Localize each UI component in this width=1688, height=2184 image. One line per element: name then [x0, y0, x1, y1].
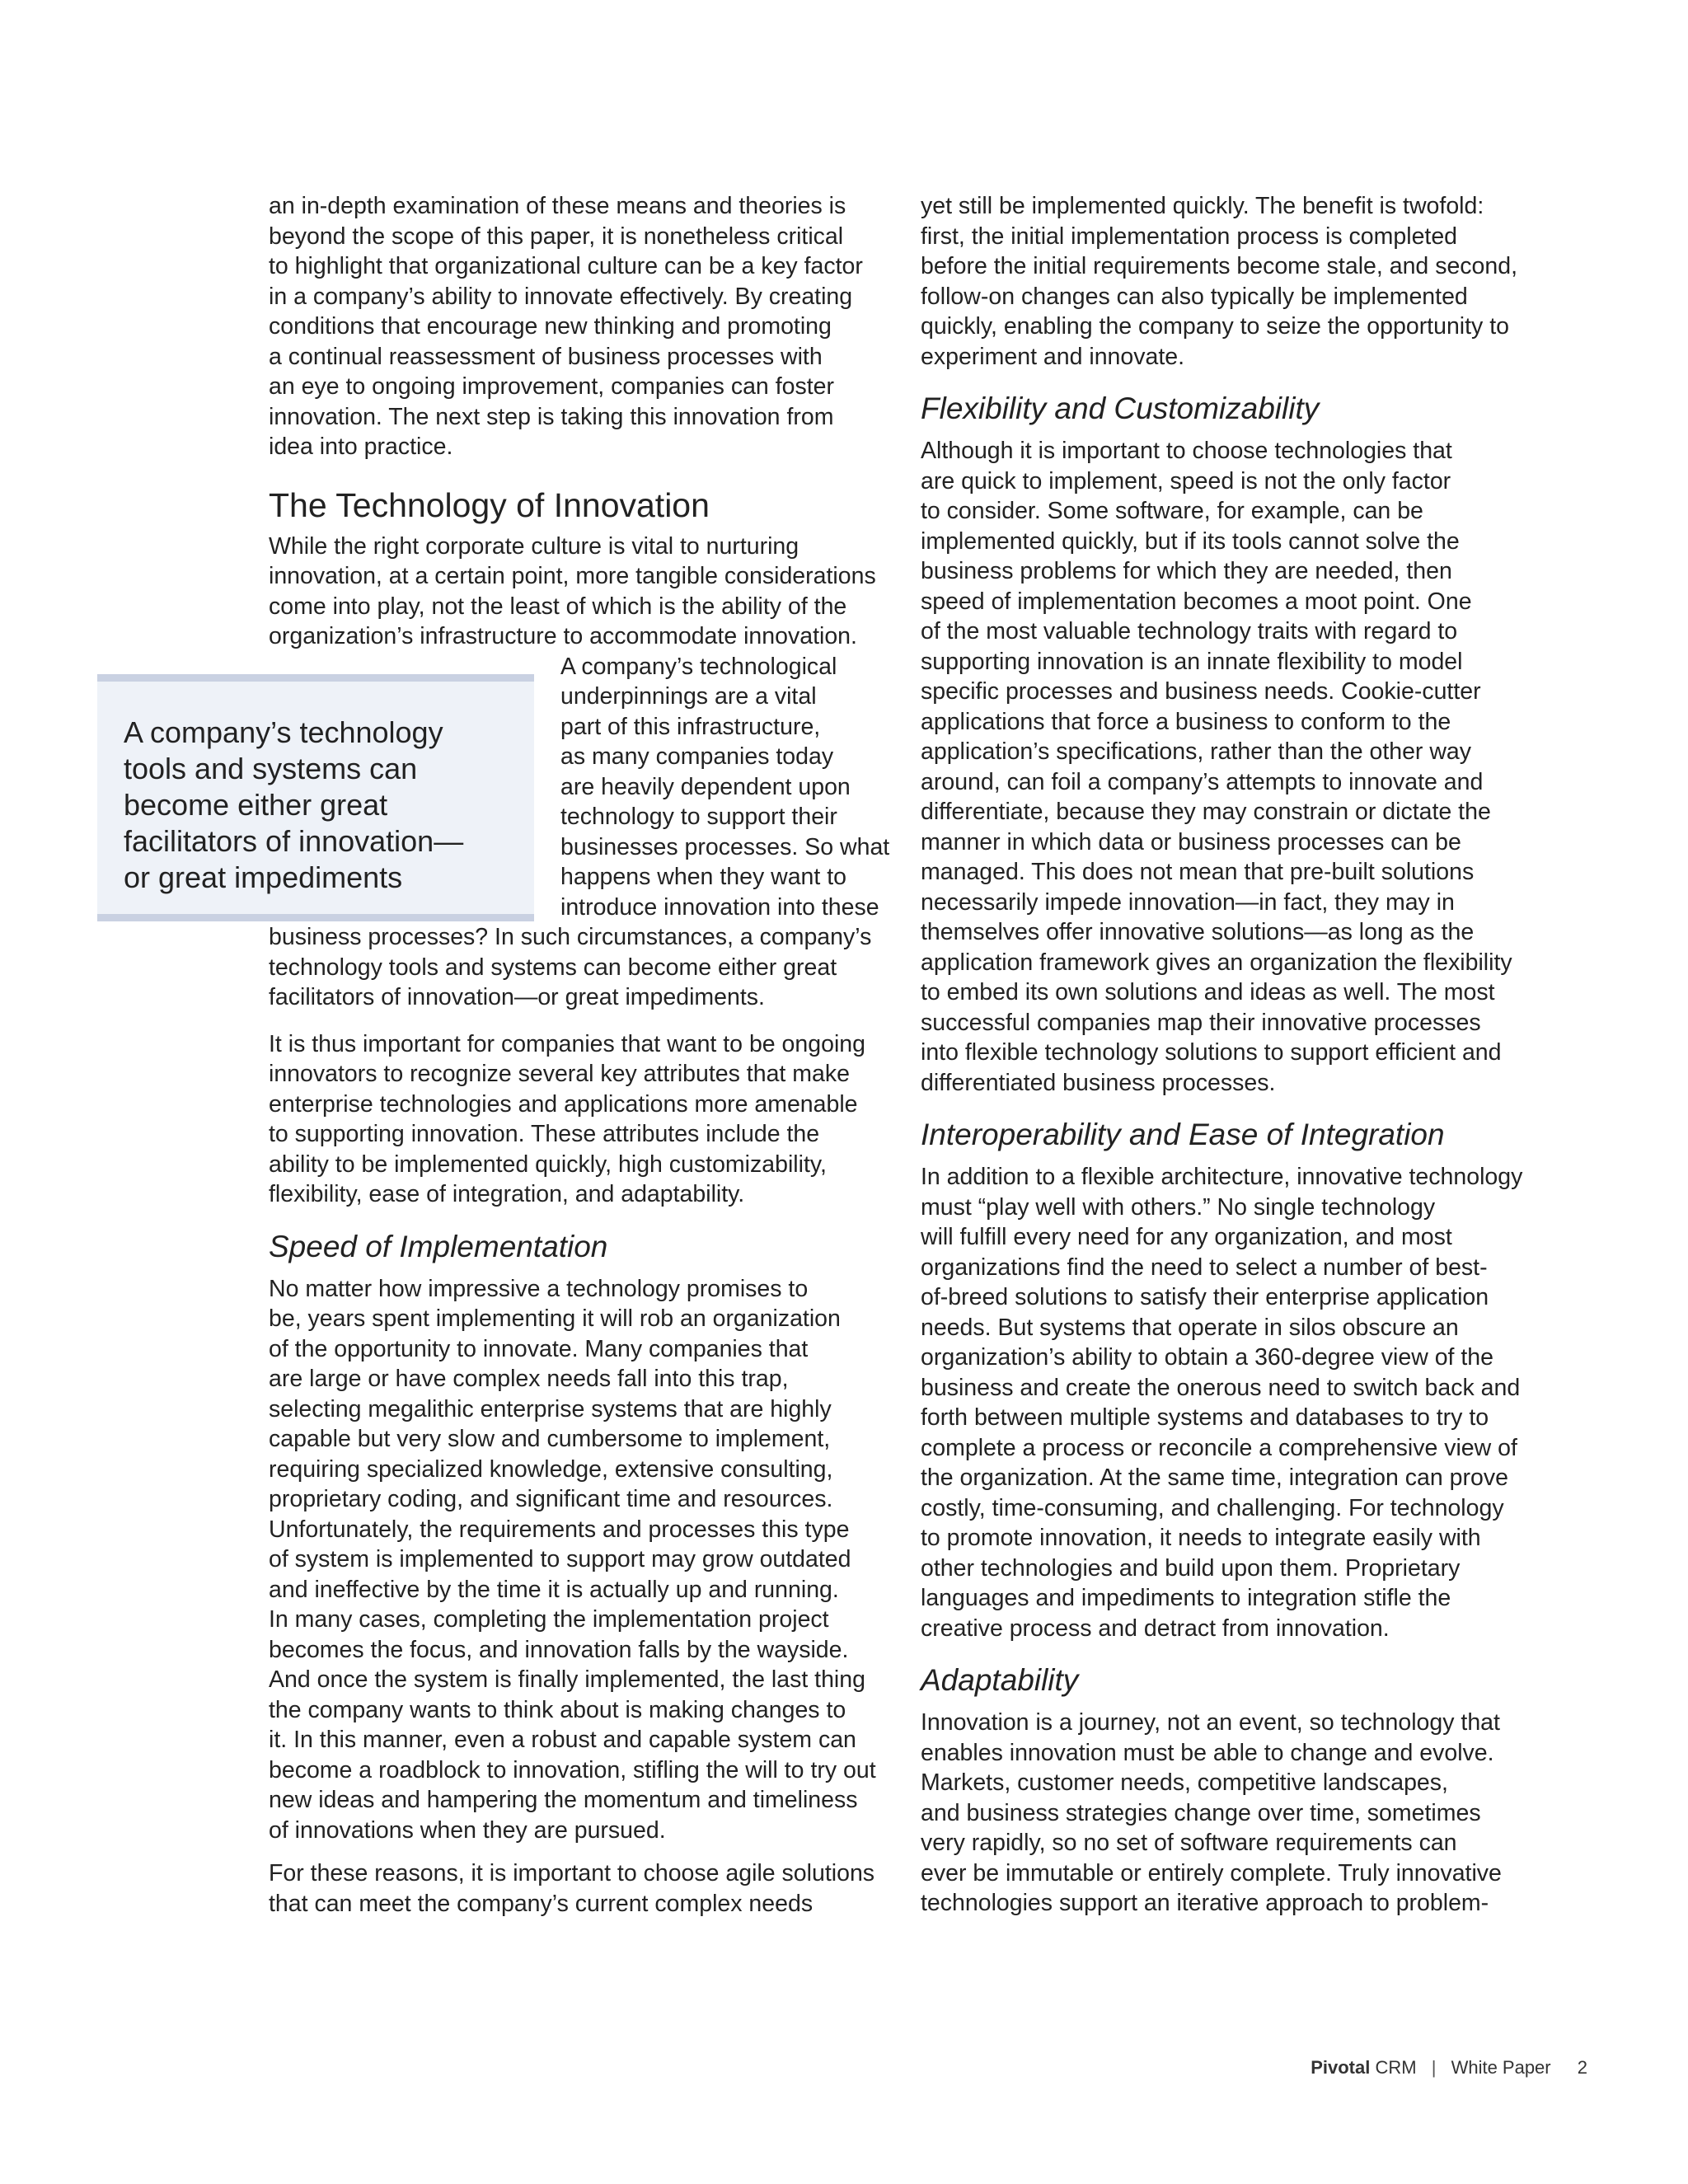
left-column	[269, 191, 895, 1919]
page-footer	[1311, 2057, 1587, 2079]
right-column	[921, 191, 1547, 1919]
subheading-interoperability: Interoperability and Ease of Integration	[921, 1118, 1445, 1151]
flexibility-paragraph: Although it is important to choose technologies that are quick to implement, speed is not the only factor to consider. Some software, for example, can be implemented quickly, but if its tools cannot solve the business problems for which they are needed, then speed of implementation becomes a moot point. One of the most valuable technology traits with regard to supporting innovation is an innate flexibility to model specific processes and business needs. Cookie-cutter applications that force a business to conform to the application’s specifications, rather than the other way around, can foil a company’s attempts to innovate and differentiate, because they may constrain or dictate the manner in which data or business processes can be managed. This does not mean that pre-built solutions necessarily impede innovation—in fact, they may in themselves offer innovative solutions—as long as the application framework gives an organization the flexibility to embed its own solutions and ideas as well. The most successful companies map their innovative processes into flexible technology solutions to support efficient and differentiated business processes.	[921, 438, 1512, 1096]
footer-product: CRM	[1375, 2057, 1417, 2078]
agile-paragraph: For these reasons, it is important to choose agile solutions that can meet the company’s current complex needs	[269, 1860, 875, 1917]
subheading-speed-of-implementation: Speed of Implementation	[269, 1229, 608, 1263]
section-heading-technology-of-innovation: The Technology of Innovation	[269, 485, 710, 524]
page-number: 2	[1577, 2057, 1587, 2078]
subheading-flexibility-and-customizability: Flexibility and Customizability	[921, 391, 1320, 425]
pull-quote-text: A company’s technology tools and systems can become either great facilitators of innovation— or great impediments	[124, 715, 464, 894]
subheading-adaptability: Adaptability	[921, 1663, 1079, 1697]
footer-separator: |	[1431, 2057, 1437, 2078]
continuation-paragraph: yet still be implemented quickly. The benefit is twofold: first, the initial implementation process is completed before the initial requirements become stale, and second, follow-on changes can also typically be implemented quickly, enabling the company to seize the opportunity to experiment and innovate.	[921, 193, 1518, 370]
attributes-paragraph: It is thus important for companies that want to be ongoing innovators to recognize several key attributes that make enterprise technologies and applications more amenable to supporting innovation. These attributes include the ability to be implemented quickly, high customizability, flexibility, ease of integration, and adaptability.	[269, 1030, 865, 1207]
intro-paragraph: an in-depth examination of these means and theories is beyond the scope of this paper, it is nonetheless critical to highlight that organizational culture can be a key factor in a company’s ability to innovate effectively. By creating conditions that encourage new thinking and promoting a continual reassessment of business processes with an eye to ongoing improvement, companies can foster innovation. The next step is taking this innovation from idea into practice.	[269, 193, 863, 460]
interoperability-paragraph: In addition to a flexible architecture, innovative technology must “play well with others.” No single technology will fulfill every need for any organization, and most organizations find the need to select a number of best- of-breed solutions to satisfy their enterprise application needs. But systems that operate in silos obscure an organization’s ability to obtain a 360-degree view of the business and create the onerous need to switch back and forth between multiple systems and databases to try to complete a process or reconcile a comprehensive view of the organization. At the same time, integration can prove costly, time-consuming, and challenging. For technology to promote innovation, it needs to integrate easily with other technologies and build upon them. Proprietary languages and impediments to integration stifle the creative process and detract from innovation.	[921, 1164, 1523, 1642]
adaptability-paragraph: Innovation is a journey, not an event, so technology that enables innovation must be able to change and evolve. Markets, customer needs, competitive landscapes, and business strategies change over time, sometimes very rapidly, so no set of software requirements can ever be immutable or entirely complete. Truly innovative technologies support an iterative approach to problem-	[921, 1709, 1502, 1916]
pull-quote-box	[97, 674, 534, 921]
technology-paragraph: While the right corporate culture is vital to nurturing innovation, at a certain point, more tangible considerations come into play, not the least of which is the ability of the organization’s infrastructure to accommodate innovation. A company’s technological underpinnings are a vital part of this infrastructure, as many companies today are heavily dependent upon technology to support their businesses processes. So what happens when they want to introduce innovation into these business processes? In such circumstances, a company’s technology tools and systems can become either great facilitators of innovation—or great impediments.	[269, 532, 890, 1010]
speed-paragraph: No matter how impressive a technology promises to be, years spent implementing it will rob an organization of the opportunity to innovate. Many companies that are large or have complex needs fall into this trap, selecting megalithic enterprise systems that are highly capable but very slow and cumbersome to implement, requiring specialized knowledge, extensive consulting, proprietary coding, and significant time and resources. Unfortunately, the requirements and processes this type of system is implemented to support may grow outdated and ineffective by the time it is actually up and running. In many cases, completing the implementation project becomes the focus, and innovation falls by the wayside. And once the system is finally implemented, the last thing the company wants to think about is making changes to it. In this manner, even a robust and capable system can become a roadblock to innovation, stifling the will to try out new ideas and hampering the momentum and timeliness of innovations when they are pursued.	[269, 1275, 876, 1844]
footer-doc-type: White Paper	[1451, 2057, 1551, 2078]
footer-brand: Pivotal	[1311, 2057, 1371, 2078]
